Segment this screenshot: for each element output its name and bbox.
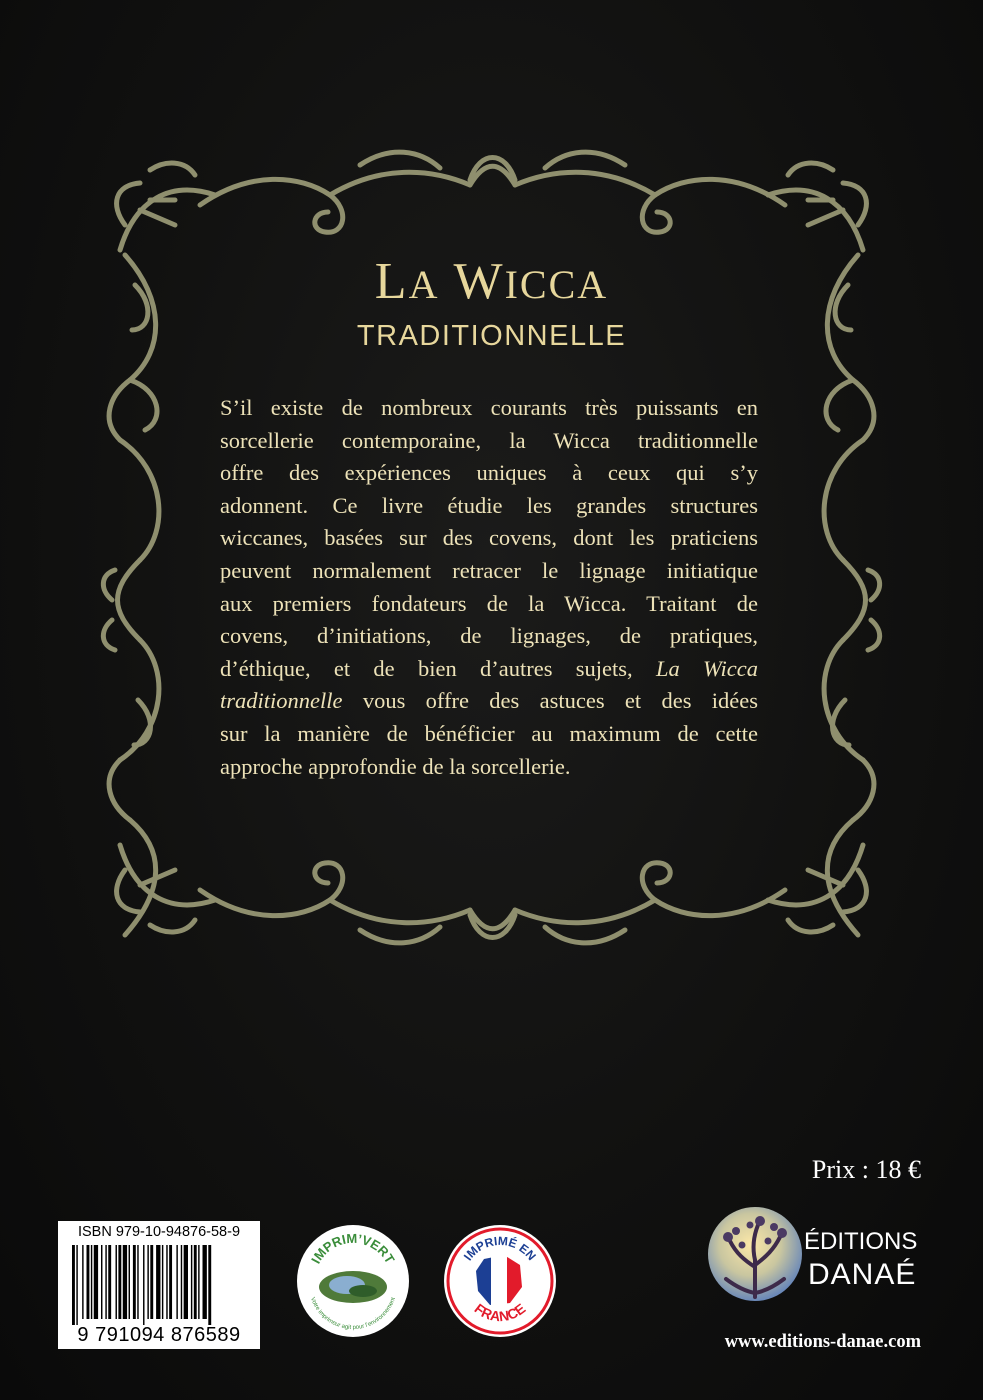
isbn-barcode [58, 1221, 260, 1349]
barcode-bar [198, 1245, 199, 1319]
imprime-en-label: IMPRIMÉ EN [460, 1233, 539, 1264]
barcode-bar [72, 1245, 75, 1325]
barcode-bar [169, 1245, 172, 1319]
barcode-bars [72, 1245, 248, 1325]
barcode-bar [118, 1245, 121, 1319]
barcode-bar [181, 1245, 182, 1319]
tree-logo-icon [706, 1205, 804, 1303]
barcode-bar [184, 1245, 188, 1319]
imprim-vert-logo [297, 1225, 409, 1337]
barcode-bar [82, 1245, 83, 1319]
barcode-bar [143, 1245, 144, 1325]
barcode-bar [176, 1245, 177, 1319]
book-subtitle: TRADITIONNELLE [356, 320, 627, 352]
blurb-line: sur la manière de bénéficier au maximum de cette [220, 720, 758, 746]
barcode-bar [116, 1245, 117, 1319]
barcode-bar [147, 1245, 148, 1319]
barcode-bar [76, 1245, 77, 1325]
publisher-name-line2: DANAÉ [808, 1258, 917, 1291]
book-blurb [220, 392, 758, 783]
blurb-line: S’il existe de nombreux courants très puissants en [220, 395, 758, 420]
barcode-bar [108, 1245, 111, 1319]
imprim-vert-tagline: Votre imprimeur agit pour l’environnement [309, 1296, 397, 1332]
isbn-label: ISBN 979-10-94876-58-9 [77, 1224, 241, 1240]
barcode-bar [91, 1245, 92, 1319]
blurb-line-text: d’éthique, et de bien d’autres sujets, [220, 655, 633, 681]
imprime-en-france-logo [444, 1225, 556, 1337]
blurb-line: offre des expériences uniques à ceux qui s’y [220, 460, 758, 486]
blurb-line [220, 653, 758, 686]
publisher-website-link[interactable]: www.editions-danae.com [724, 1332, 921, 1352]
book-title [0, 252, 983, 311]
barcode-bar [203, 1245, 207, 1319]
imprim-vert-title: IMPRIM’VERT [308, 1230, 398, 1267]
publisher-name-line1: ÉDITIONS [804, 1228, 918, 1255]
barcode-bar [137, 1245, 138, 1319]
barcode-bar [162, 1245, 163, 1319]
barcode-bar [101, 1245, 102, 1319]
blurb-line [220, 685, 758, 718]
book-title-text: LA WICCA [374, 253, 609, 310]
barcode-bar [87, 1245, 90, 1319]
imprim-vert-badge [297, 1225, 409, 1337]
blurb-line: approche approfondie de la sorcellerie. [220, 753, 571, 779]
barcode-bar [191, 1245, 192, 1319]
barcode-bar [208, 1245, 211, 1325]
blurb-italic-title-1: La Wicca [655, 655, 759, 681]
imprime-en-france-badge [444, 1225, 556, 1337]
blurb-line: wiccanes, basées sur des covens, dont les praticiens [220, 525, 758, 551]
price-label: Prix : 18 € [811, 1155, 921, 1184]
svg-text:IMPRIM’VERT [308, 1231, 398, 1266]
blurb-line-text: vous offre des astuces et des idées [362, 688, 758, 714]
barcode-bar [133, 1245, 136, 1319]
barcode-bar [94, 1245, 98, 1319]
barcode-bar [194, 1245, 197, 1319]
blurb-italic-title-2: traditionnelle [220, 688, 343, 714]
blurb-line: adonnent. Ce livre étudie les grandes structures [220, 492, 758, 518]
barcode-bar [123, 1245, 127, 1319]
barcode-digits: 9 791094 876589 [77, 1324, 241, 1346]
blurb-line: aux premiers fondateurs de la Wicca. Traitant de [220, 590, 758, 616]
blurb-line: sorcellerie contemporaine, la Wicca traditionnelle [220, 427, 758, 453]
barcode-bar [156, 1245, 160, 1319]
barcode-bar [166, 1245, 167, 1319]
blurb-line: covens, d’initiations, de lignages, de pratiques, [220, 623, 758, 649]
barcode-bar [105, 1245, 106, 1319]
blurb-line: peuvent normalement retracer le lignage initiatique [220, 557, 758, 583]
barcode-bar [150, 1245, 153, 1319]
france-label: FRANCE [471, 1300, 529, 1325]
barcode-bar [129, 1245, 130, 1319]
